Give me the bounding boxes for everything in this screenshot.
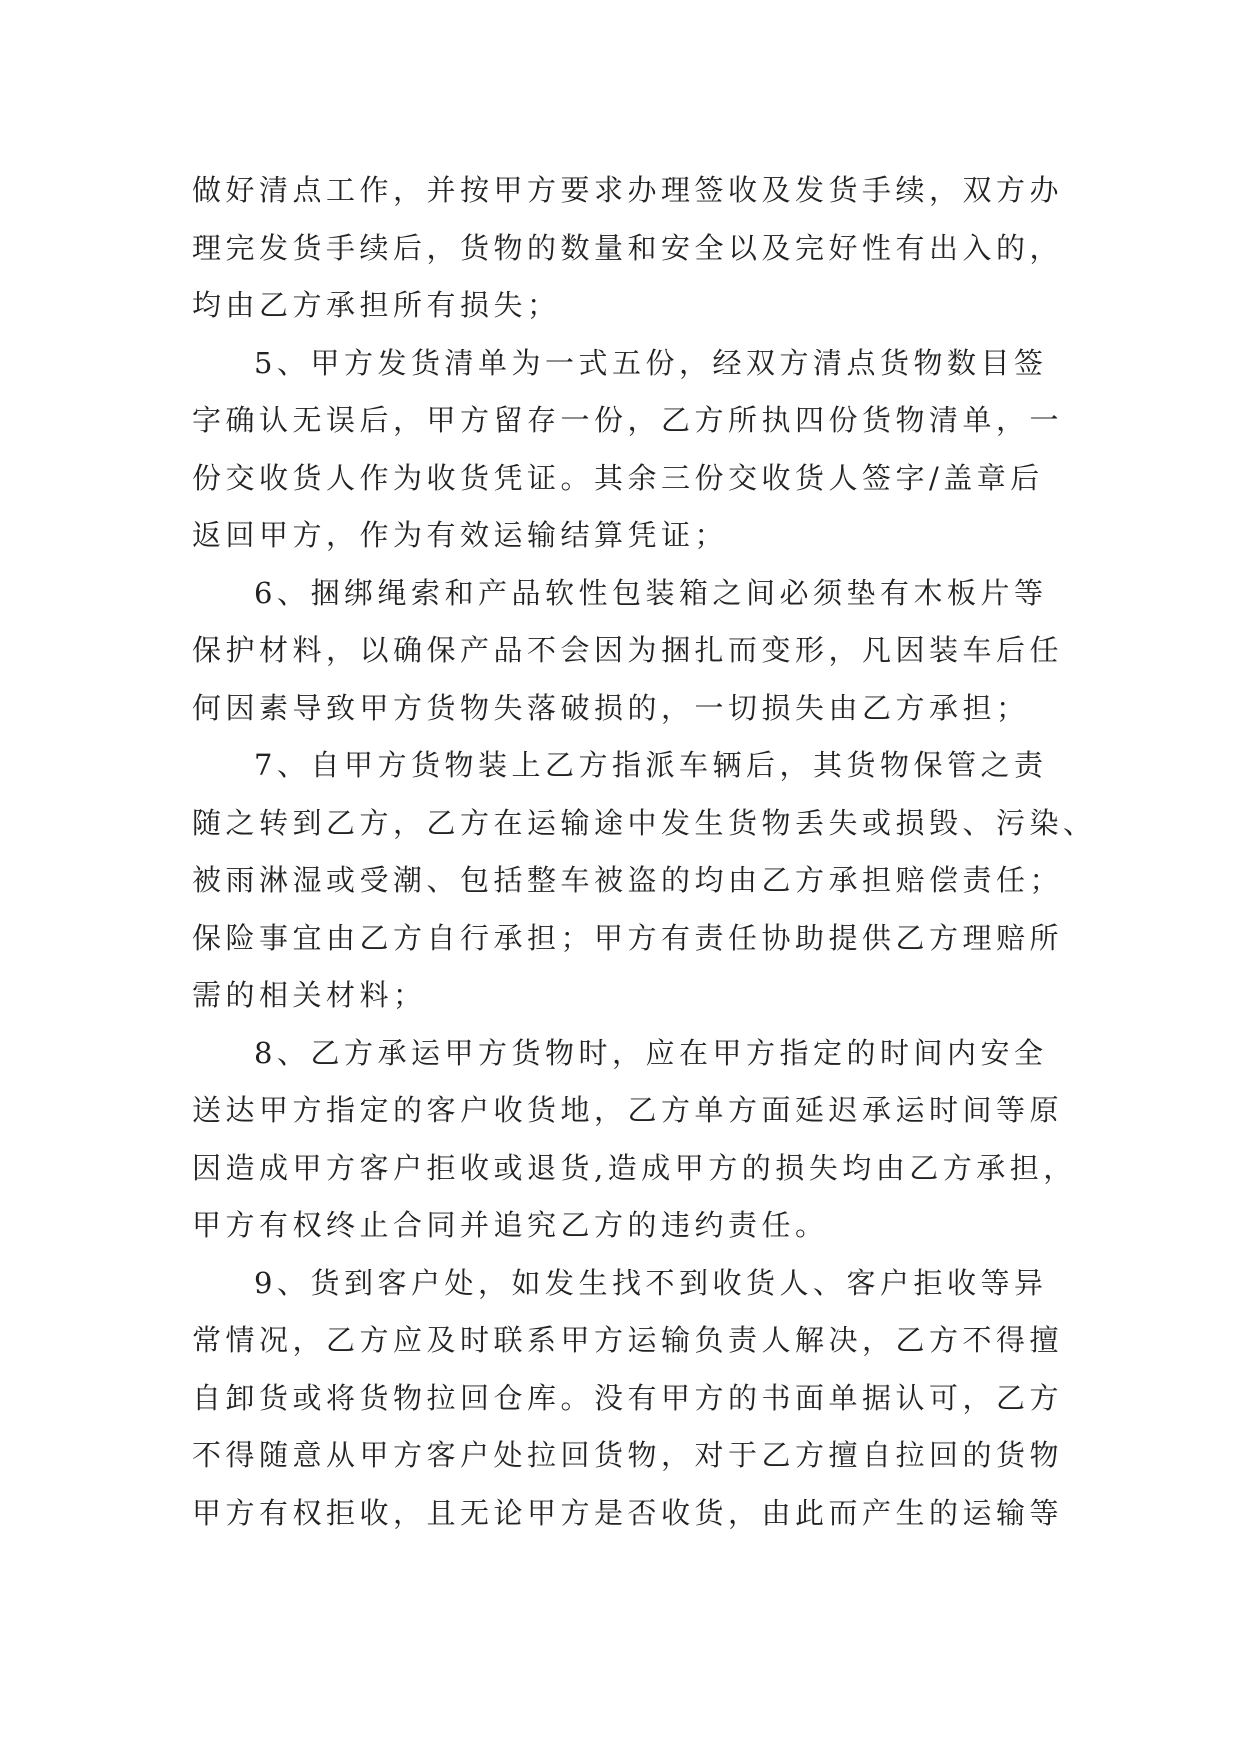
document-body bbox=[192, 162, 1097, 1542]
text-line: 6、捆绑绳索和产品软性包装箱之间必须垫有木板片等 bbox=[254, 575, 1048, 610]
text-line: 8、乙方承运甲方货物时，应在甲方指定的时间内安全 bbox=[254, 1035, 1048, 1070]
text-line: 5、甲方发货清单为一式五份，经双方清点货物数目签 bbox=[254, 345, 1048, 380]
text-line: 自卸货或将货物拉回仓库。没有甲方的书面单据认可，乙方 bbox=[192, 1380, 1064, 1415]
text-line: 被雨淋湿或受潮、包括整车被盗的均由乙方承担赔偿责任； bbox=[192, 863, 1064, 897]
text-line: 不得随意从甲方客户处拉回货物，对于乙方擅自拉回的货物 bbox=[192, 1438, 1064, 1472]
text-line: 何因素导致甲方货物失落破损的，一切损失由乙方承担； bbox=[192, 690, 1030, 725]
text-line: 9、货到客户处，如发生找不到收货人、客户拒收等异 bbox=[254, 1265, 1048, 1300]
text-line: 均由乙方承担所有损失； bbox=[192, 288, 561, 322]
text-line: 理完发货手续后，货物的数量和安全以及完好性有出入的， bbox=[192, 230, 1064, 265]
text-line: 因造成甲方客户拒收或退货,造成甲方的损失均由乙方承担， bbox=[192, 1150, 1077, 1185]
text-line: 保险事宜由乙方自行承担；甲方有责任协助提供乙方理赔所 bbox=[192, 920, 1064, 955]
text-line: 字确认无误后，甲方留存一份，乙方所执四份货物清单，一 bbox=[192, 403, 1064, 437]
text-line: 送达甲方指定的客户收货地，乙方单方面延迟承运时间等原 bbox=[192, 1093, 1064, 1127]
text-line: 甲方有权拒收，且无论甲方是否收货，由此而产生的运输等 bbox=[192, 1495, 1064, 1530]
text-line: 份交收货人作为收货凭证。其余三份交收货人签字/盖章后 bbox=[192, 460, 1044, 495]
text-line: 常情况，乙方应及时联系甲方运输负责人解决，乙方不得擅 bbox=[192, 1323, 1064, 1357]
text-line: 随之转到乙方，乙方在运输途中发生货物丢失或损毁、污染、 bbox=[192, 805, 1097, 840]
text-line: 返回甲方，作为有效运输结算凭证； bbox=[192, 518, 729, 552]
text-line: 7、自甲方货物装上乙方指派车辆后，其货物保管之责 bbox=[254, 748, 1048, 782]
text-line: 需的相关材料； bbox=[192, 978, 427, 1012]
text-line: 甲方有权终止合同并追究乙方的违约责任。 bbox=[192, 1208, 829, 1242]
text-line: 保护材料，以确保产品不会因为捆扎而变形，凡因装车后任 bbox=[192, 633, 1064, 667]
text-line: 做好清点工作，并按甲方要求办理签收及发货手续，双方办 bbox=[192, 173, 1064, 207]
